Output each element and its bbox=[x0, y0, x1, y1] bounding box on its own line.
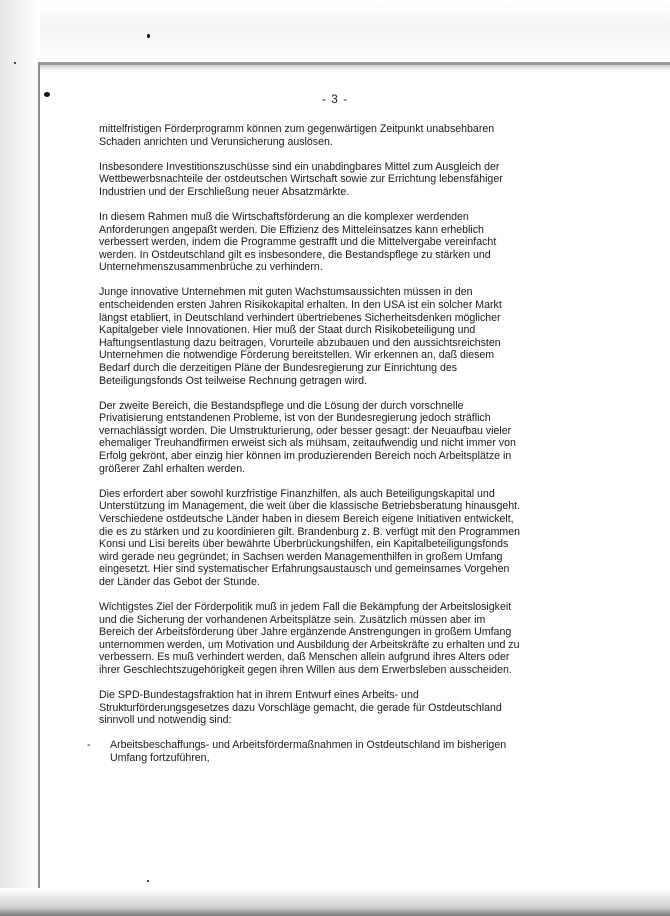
scan-top-margin bbox=[0, 0, 670, 62]
bullet-text: Arbeitsbeschaffungs- und Arbeitsfördermaßnahmen in Ostdeutschland im bisherigen Umfang fortzuführen, bbox=[110, 739, 507, 764]
scan-left-edge bbox=[0, 0, 40, 916]
paragraph: Die SPD-Bundestagsfraktion hat in ihrem Entwurf eines Arbeits- und Strukturförderungsgesetzes dazu Vorschläge gemacht, die gerade für Ostdeutschland sinnvoll und notwendig sind: bbox=[99, 689, 502, 727]
scan-speck bbox=[147, 880, 149, 882]
paragraph: mittelfristigen Förderprogramm können zum gegenwärtigen Zeitpunkt unabsehbaren Schaden anrichten und Verunsicherung auslösen. bbox=[99, 123, 495, 148]
paragraph: In diesem Rahmen muß die Wirtschaftsförderung an die komplexer werdenden Anforderungen angepaßt werden. Die Effizienz des Mitteleinsatzes kann erheblich verbessert werden, indem die Programme gestrafft und die Mittelvergabe vereinfacht werden. In Ostdeutschland gilt es insbesondere, die Bestandspflege zu stärken und Unternehmenszusammenbrüche zu verhindern. bbox=[99, 210, 497, 274]
paragraph: Wichtigstes Ziel der Förderpolitik muß in jedem Fall die Bekämpfung der Arbeitslosigkeit und die Sicherung der vorhandenen Arbeitsplätze sein. Zusätzlich müssen aber im Bereich der Arbeitsförderung über Jahre ergänzende Anstrengungen in großem Umfang unternommen werden, um Motivation und Ausbildung der Arbeitskräfte zu erhalten und zu verbessern. Es muß verhindert werden, daß Menschen allein aufgrund ihres Alters oder ihrer Geschlechtszugehörigkeit gegen ihren Willen aus dem Erwerbsleben ausscheiden. bbox=[99, 601, 520, 676]
paragraph: Dies erfordert aber sowohl kurzfristige Finanzhilfen, als auch Beteiligungskapital und Unterstützung im Management, die weit über die klassische Betriebsberatung hinausgeht. Verschiedene ostdeutsche Länder haben in diesem Bereich eigene Initiativen entwickelt, die es zu stärken und zu koordinieren gilt. Brandenburg z. B. verfügt mit den Programmen Konsi und Lisi bereits über bewährte Überbrückungshilfen, ein Kapitalbeteiligungsfonds wird gerade neu gegründet; in Sachsen werden Managementhilfen in großem Umfang eingesetzt. Hier sind systematischer Erfahrungsaustausch und gemeinsames Vorgehen der Länder das Gebot der Stunde. bbox=[99, 487, 521, 588]
scan-bottom-noise bbox=[0, 888, 670, 916]
page-number: - 3 - bbox=[321, 92, 349, 106]
document-body bbox=[87, 123, 524, 765]
page-fold-shadow bbox=[38, 65, 670, 71]
paragraph: Insbesondere Investitionszuschüsse sind ein unabdingbares Mittel zum Ausgleich der Wettbewerbsnachteile der ostdeutschen Wirtschaft sowie zur Errichtung lebensfähiger Industrien und der Erschließung neuer Absatzmärkte. bbox=[99, 160, 503, 198]
page-left-border bbox=[38, 62, 40, 916]
paragraph: Der zweite Bereich, die Bestandspflege und die Lösung der durch vorschnelle Privatisierung entstandenen Probleme, ist von der Bundesregierung jedoch sträflich vernachlässigt worden. Die Umstrukturierung, oder besser gesagt: der Neuaufbau vieler ehemaliger Treuhandfirmen erweist sich als mühsam, zeitaufwendig und nicht immer von Erfolg gekrönt, aber einzig hier können im produzierenden Bereich noch Arbeitsplätze in größerer Zahl erhalten werden. bbox=[99, 399, 516, 475]
scan-speck bbox=[147, 34, 150, 38]
scan-speck bbox=[14, 62, 16, 64]
paragraph: Junge innovative Unternehmen mit guten Wachstumsaussichten müssen in den entscheidenden ersten Jahren Risikokapital erhalten. In den USA ist ein solcher Markt längst etabliert, in Deutschland verhindert übertriebenes Sicherheitsdenken möglicher Kapitalgeber viele Innovationen. Hier muß der Staat durch Risikobeteiligung und Haftungsentlastung dazu beitragen, Vorurteile abzubauen und den aussichtsreichsten Unternehmen die notwendige Förderung bereitstellen. Wir erkennen an, daß diesem Bedarf durch die derzeitigen Pläne der Bundesregierung zur Einrichtung des Beteiligungsfonds Ost teilweise Rechnung getragen wird. bbox=[99, 286, 502, 387]
bullet-marker: - bbox=[87, 739, 91, 752]
bullet-item bbox=[87, 739, 524, 764]
